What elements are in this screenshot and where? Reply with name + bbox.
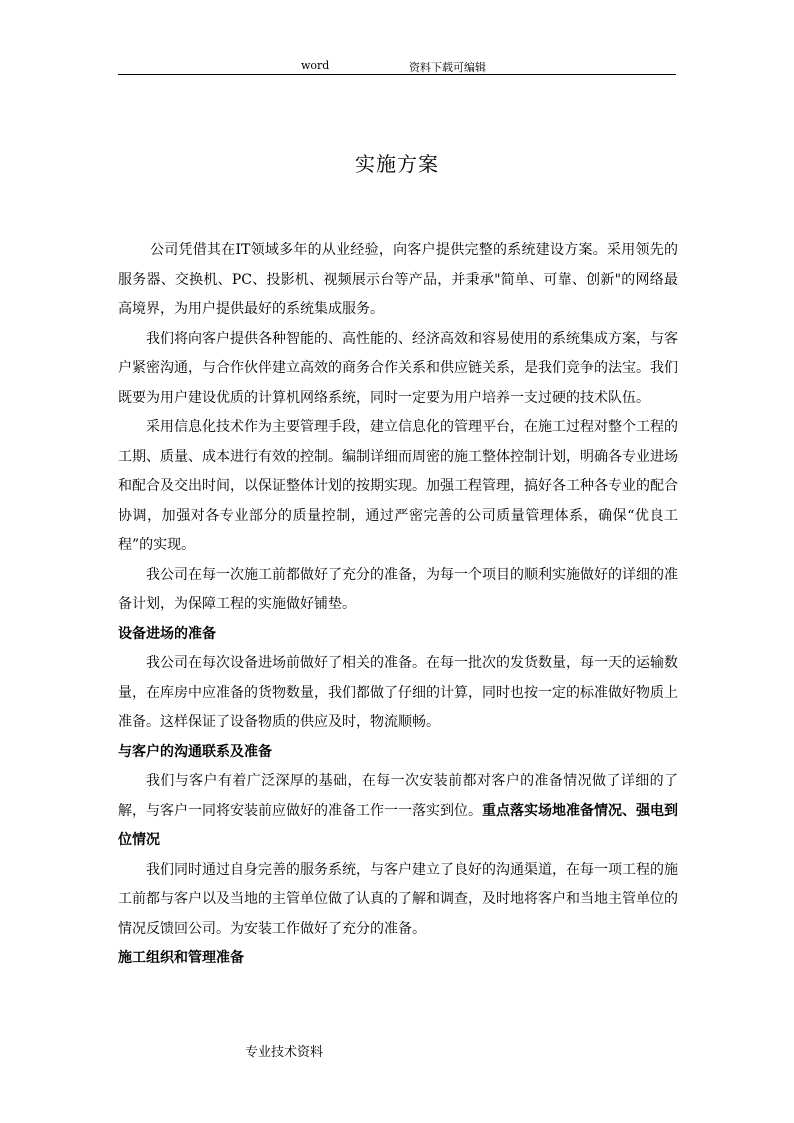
document-title: 实施方案 bbox=[355, 152, 439, 176]
paragraph-intro: 公司凭借其在IT领域多年的从业经验，向客户提供完整的系统建设方案。采用领先的服务器、交换机、PC、投影机、视频展示台等产品，并秉承"简单、可靠、创新"的网络最高境界，为用户提供最好的系统集成服务。 bbox=[118, 242, 678, 317]
heading-customer: 与客户的沟通联系及准备 bbox=[118, 743, 272, 760]
header-right-text: 资料下载可编辑 bbox=[409, 61, 486, 74]
paragraph-service: 我们同时通过自身完善的服务系统，与客户建立了良好的沟通渠道，在每一项工程的施工前都与客户以及当地的主管单位做了认真的了解和调查，及时地将客户和当地主管单位的情况反馈回公司。为安装工作做好了充分的准备。 bbox=[118, 861, 678, 937]
paragraph-management: 采用信息化技术作为主要管理手段，建立信息化的管理平台，在施工过程对整个工程的工期、质量、成本进行有效的控制。编制详细而周密的施工整体控制计划，明确各专业进场和配合及交出时间，以保证整体计划的按期实现。加强工程管理，搞好各工种各专业的配合协调，加强对各专业部分的质量控制，通过严密完善的公司质量管理体系，确保“优良工程”的实现。 bbox=[118, 419, 678, 553]
heading-organization: 施工组织和管理准备 bbox=[118, 950, 244, 966]
heading-equipment: 设备进场的准备 bbox=[118, 625, 216, 642]
page-footer: 专业技术资料 bbox=[245, 1045, 324, 1060]
header-left-text: word bbox=[301, 59, 330, 72]
paragraph-customer bbox=[118, 767, 678, 856]
paragraph-customer-emphasis: 重点落实场地准备情况、强电到位情况 bbox=[118, 802, 678, 848]
paragraph-equipment: 我公司在每次设备进场前做好了相关的准备。在每一批次的发货数量，每一天的运输数量，在库房中应准备的货物数量，我们都做了仔细的计算，同时也按一定的标准做好物质上准备。这样保证了设备物质的供应及时，物流顺畅。 bbox=[118, 655, 678, 730]
page-header bbox=[118, 56, 676, 75]
document-body bbox=[118, 236, 678, 974]
paragraph-solutions: 我们将向客户提供各种智能的、高性能的、经济高效和容易使用的系统集成方案，与客户紧密沟通，与合作伙伴建立高效的商务合作关系和供应链关系，是我们竞争的法宝。我们既要为用户建设优质的计算机网络系统，同时一定要为用户培养一支过硬的技术队伍。 bbox=[118, 330, 678, 406]
paragraph-customer-text: 我们与客户有着广泛深厚的基础，在每一次安装前都对客户的准备情况做了详细的了解，与客户一同将安装前应做好的准备工作一一落实到位。 bbox=[118, 773, 678, 819]
paragraph-preparation: 我公司在每一次施工前都做好了充分的准备，为每一个项目的顺利实施做好的详细的准备计划，为保障工程的实施做好铺垫。 bbox=[118, 566, 678, 612]
